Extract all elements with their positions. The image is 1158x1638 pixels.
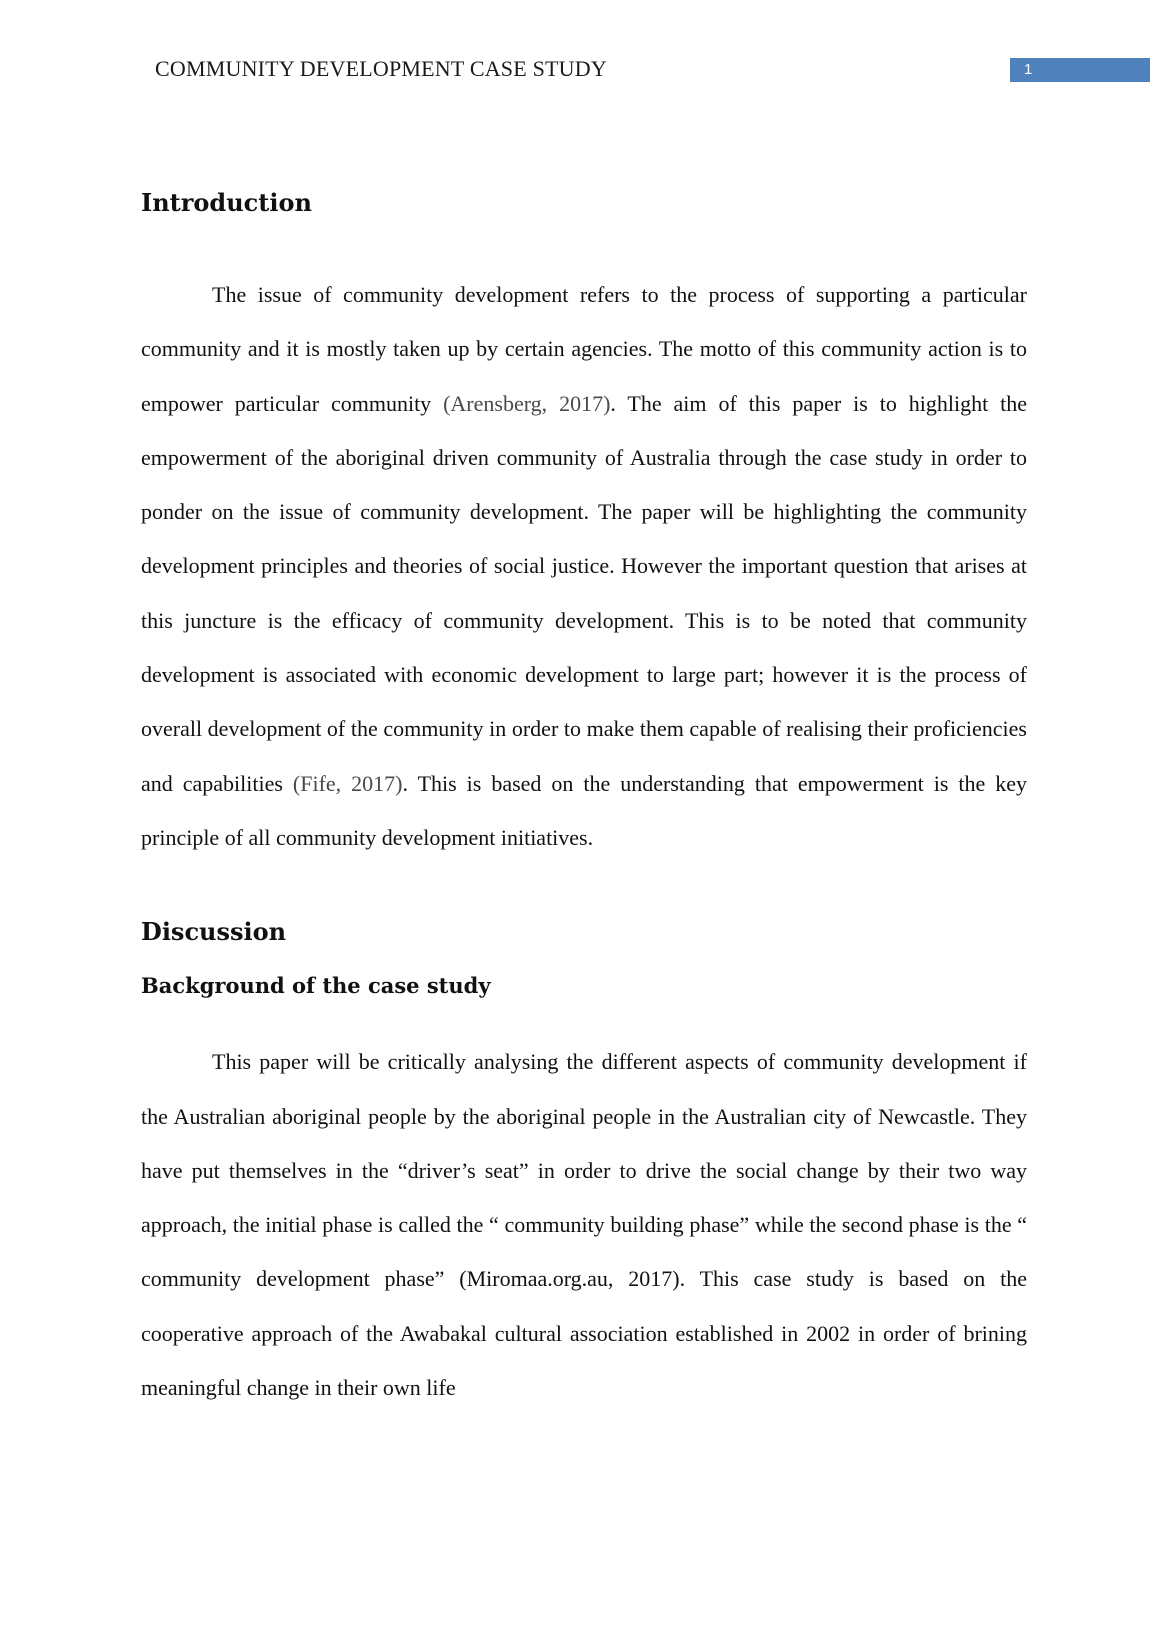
running-header-title: COMMUNITY DEVELOPMENT CASE STUDY: [155, 56, 607, 81]
introduction-text-part-1: The issue of community development refers to the process of supporting a particular community and it is mostly taken up by certain agencies. The motto of this community action is to empower particular community: [141, 282, 1027, 416]
citation-fife: (Fife, 2017): [292, 770, 403, 796]
introduction-paragraph: [141, 268, 1027, 865]
document-body: [141, 180, 1027, 1415]
introduction-heading: Introduction: [141, 188, 312, 217]
page-number-badge: 1: [1010, 58, 1150, 82]
background-subheading: Background of the case study: [141, 973, 491, 999]
citation-arensberg: (Arensberg, 2017): [443, 390, 611, 416]
discussion-heading: Discussion: [141, 917, 287, 947]
introduction-text-part-3: . This is based on the understanding that empowerment is the key principle of all community development initiatives.: [141, 770, 1027, 850]
introduction-text-part-2: . The aim of this paper is to highlight the empowerment of the aboriginal driven community of Australia through the case study in order to ponder on the issue of community development. The paper will be highlighting the community development principles and theories of social justice. However the important question that arises at this juncture is the efficacy of community development. This is to be noted that community development is associated with economic development to large part; however it is the process of overall development of the community in order to make them capable of realising their proficiencies and capabilities: [141, 390, 1028, 796]
background-paragraph: This paper will be critically analysing the different aspects of community development if the Australian aboriginal people by the aboriginal people in the Australian city of Newcastle. They have put themselves in the “driver’s seat” in order to drive the social change by their two way approach, the initial phase is called the “ community building phase” while the second phase is the “ community development phase” (Miromaa.org.au, 2017). This case study is based on the cooperative approach of the Awabakal cultural association established in 2002 in order of brining meaningful change in their own life: [141, 1049, 1027, 1401]
page-header: [0, 0, 1158, 100]
